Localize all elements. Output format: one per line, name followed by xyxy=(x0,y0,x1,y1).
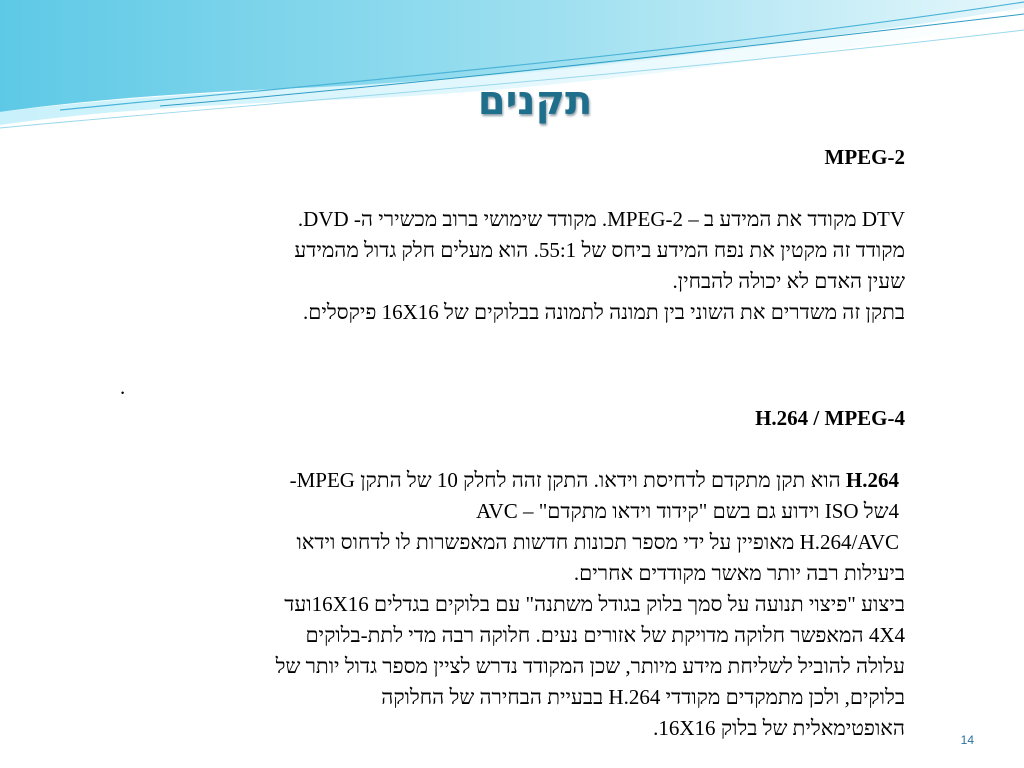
h264-line-3: H.264/AVC מאופיין על ידי מספר תכונות חדשות המאפשרות לו לדחוס וידאו xyxy=(296,530,899,554)
mpeg2-line-1: DTV מקודד את המידע ב – MPEG-2. מקודד שימושי ברוב מכשירי ה- DVD. xyxy=(297,207,905,231)
mpeg2-line-3: שעין האדם לא יכולה להבחין. xyxy=(672,269,905,293)
stray-dot: . xyxy=(120,375,126,399)
h264-line-9: האופטימאלית של בלוק 16X16. xyxy=(653,716,905,740)
h264-line-4: ביעילות רבה יותר מאשר מקודדים אחרים. xyxy=(573,561,905,585)
slide-body xyxy=(100,142,905,744)
mpeg2-line-2: מקודד זה מקטין את נפח המידע ביחס של 55:1. הוא מעלים חלק גדול מהמידע xyxy=(294,238,905,262)
h264-line-8: בלוקים, ולכן מתמקדים מקודדי H.264 בבעיית הבחירה של החלוקה xyxy=(381,685,905,709)
h264-line-2: 4של ISO וידוע גם בשם "קידוד וידאו מתקדם" – AVC xyxy=(476,499,899,523)
h264-line-5: ביצוע "פיצוי תנועה על סמך בלוק בגודל משתנה" עם בלוקים בגדלים 16X16ועד xyxy=(284,592,905,616)
h264-line-7: עלולה להוביל לשליחת מידע מיותר, שכן המקודד נדרש לציין מספר גדול יותר של xyxy=(275,654,905,678)
page-number: 14 xyxy=(960,733,974,747)
h264-line-6: 4X4 המאפשר חלוקה מדויקת של אזורים נעים. חלוקה רבה מדי לתת-בלוקים xyxy=(305,623,905,647)
section-heading-h264: H.264 / MPEG-4 xyxy=(755,406,905,430)
slide-title: תקנים xyxy=(477,78,593,124)
h264-line-1-text: הוא תקן מתקדם לדחיסת וידאו. התקן זהה לחלק 10 של התקן MPEG- xyxy=(289,468,841,492)
mpeg2-line-4: בתקן זה משדרים את השוני בין תמונה לתמונה בבלוקים של 16X16 פיקסלים. xyxy=(302,300,905,324)
section-heading-mpeg2: MPEG-2 xyxy=(824,145,905,169)
h264-line-1 xyxy=(100,465,905,496)
h264-lead-bold: H.264 xyxy=(845,468,899,492)
